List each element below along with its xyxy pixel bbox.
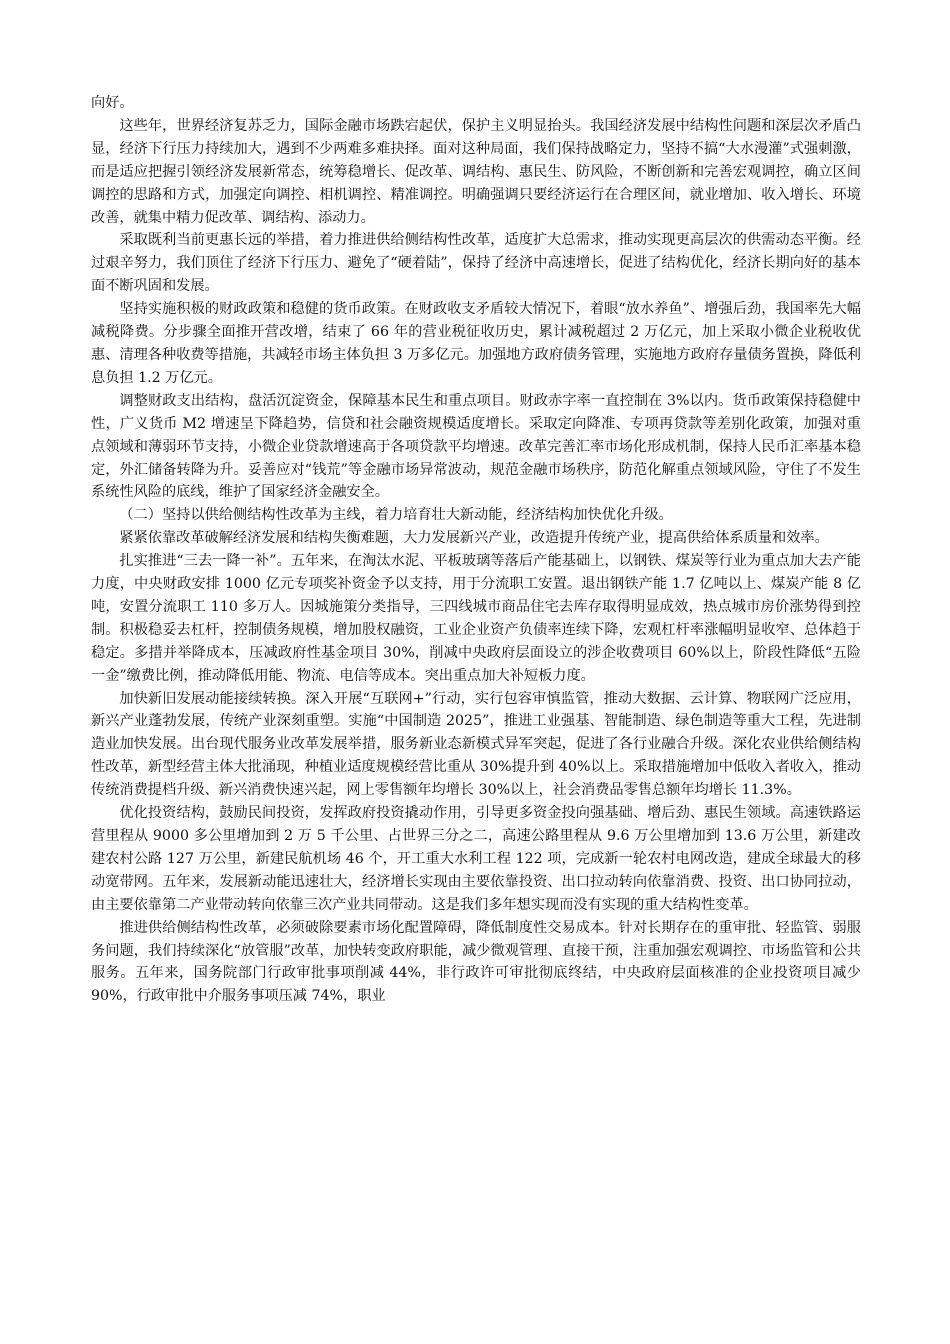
section-heading-2: （二）坚持以供给侧结构性改革为主线，着力培育壮大新动能，经济结构加快优化升级。 <box>119 507 673 524</box>
paragraph-fiscal-monetary-policy: 坚持实施积极的财政政策和稳健的货币政策。在财政收支矛盾较大情况下，着眼“放水养鱼”、增强后劲，我国率先大幅减税降费。分步骤全面推开营改增，结束了 66 年的营业税征收历史，累计减税超过 2 万亿元，加上采取小微企业税收优惠、清理各种收费等措施，共减轻市场主体负担 3 万多亿元。加强地方政府债务管理，实施地方政府存量债务置换，降低利息负担 1.2 万亿元。 <box>91 301 861 386</box>
paragraph-reform-new-industries: 紧紧依靠改革破解经济发展和结构失衡难题，大力发展新兴产业，改造提升传统产业，提高供给体系质量和效率。 <box>119 530 829 547</box>
paragraph-investment-structure: 优化投资结构，鼓励民间投资，发挥政府投资撬动作用，引导更多资金投向强基础、增后劲、惠民生领域。高速铁路运营里程从 9000 多公里增加到 2 万 5 千公里、占世界三分之二，高速公路里程从 9.6 万公里增加到 13.6 万公里，新建改建农村公路 127 万公里，新建民航机场 46 个，开工重大水利工程 122 项，完成新一轮农村电网改造，建成全球最大的移动宽带网。五年来，发展新动能迅速壮大，经济增长实现由主要依靠投资、出口拉动转向依靠消费、投资、出口协同拉动，由主要依靠第二产业带动转向依靠三次产业共同带动。这是我们多年想实现而没有实现的重大结构性变革。 <box>91 805 861 913</box>
paragraph-continuation: 向好。 <box>91 95 134 111</box>
paragraph-new-momentum: 加快新旧发展动能接续转换。深入开展“互联网+”行动，实行包容审慎监管，推动大数据、云计算、物联网广泛应用，新兴产业蓬勃发展，传统产业深刻重塑。实施“中国制造 2025”，推进工业强基、智能制造、绿色制造等重大工程，先进制造业加快发展。出台现代服务业改革发展举措，服务新业态新模式异军突起，促进了各行业融合升级。深化农业供给侧结构性改革，新型经营主体大批涌现，种植业适度规模经营比重从 30%提升到 40%以上。采取措施增加中低收入者收入，推动传统消费提档升级、新兴消费快速兴起，网上零售额年均增长 30%以上，社会消费品零售总额年均增长 11.3%。 <box>91 690 861 799</box>
document-page <box>91 92 861 1008</box>
paragraph-fiscal-structure: 调整财政支出结构，盘活沉淀资金，保障基本民生和重点项目。财政赤字率一直控制在 3%以内。货币政策保持稳健中性，广义货币 M2 增速呈下降趋势，信贷和社会融资规模适度增长。采取定向降准、专项再贷款等差别化政策，加强对重点领域和薄弱环节支持，小微企业贷款增速高于各项贷款平均增速。改革完善汇率市场化形成机制，保持人民币汇率基本稳定，外汇储备转降为升。妥善应对“钱荒”等金融市场异常波动，规范金融市场秩序，防范化解重点领域风险，守住了不发生系统性风险的底线，维护了国家经济金融安全。 <box>91 392 861 501</box>
paragraph-economic-context: 这些年，世界经济复苏乏力，国际金融市场跌宕起伏，保护主义明显抬头。我国经济发展中结构性问题和深层次矛盾凸显，经济下行压力持续加大，遇到不少两难多难抉择。面对这种局面，我们保持战略定力，坚持不搞“大水漫灌”式强刺激，而是适应把握引领经济发展新常态，统筹稳增长、促改革、调结构、惠民生、防风险，不断创新和完善宏观调控，确立区间调控的思路和方式，加强定向调控、相机调控、精准调控。明确强调只要经济运行在合理区间，就业增加、收入增长、环境改善，就集中精力促改革、调结构、添动力。 <box>91 117 861 226</box>
paragraph-three-cuts: 扎实推进“三去一降一补”。五年来，在淘汰水泥、平板玻璃等落后产能基础上，以钢铁、煤炭等行业为重点加大去产能力度，中央财政安排 1000 亿元专项奖补资金予以支持，用于分流职工安置。退出钢铁产能 1.7 亿吨以上、煤炭产能 8 亿吨，安置分流职工 110 多万人。因城施策分类指导，三四线城市商品住宅去库存取得明显成效，热点城市房价涨势得到控制。积极稳妥去杠杆，控制债务规模，增加股权融资，工业企业资产负债率连续下降，宏观杠杆率涨幅明显收窄、总体趋于稳定。多措并举降成本，压减政府性基金项目 30%，削减中央政府层面设立的涉企收费项目 60%以上，阶段性降低“五险一金”缴费比例，推动降低用能、物流、电信等成本。突出重点加大补短板力度。 <box>91 553 861 684</box>
paragraph-supply-side-measures: 采取既利当前更惠长远的举措，着力推进供给侧结构性改革，适度扩大总需求，推动实现更高层次的供需动态平衡。经过艰辛努力，我们顶住了经济下行压力、避免了“硬着陆”，保持了经济中高速增长，促进了结构优化，经济长期向好的基本面不断巩固和发展。 <box>91 232 861 295</box>
paragraph-administrative-reform: 推进供给侧结构性改革，必须破除要素市场化配置障碍，降低制度性交易成本。针对长期存在的重审批、轻监管、弱服务问题，我们持续深化“放管服”改革，加快转变政府职能，减少微观管理、直接干预，注重加强宏观调控、市场监管和公共服务。五年来，国务院部门行政审批事项削减 44%，非行政许可审批彻底终结，中央政府层面核准的企业投资项目减少 90%，行政审批中介服务事项压减 74%，职业 <box>91 919 861 1005</box>
